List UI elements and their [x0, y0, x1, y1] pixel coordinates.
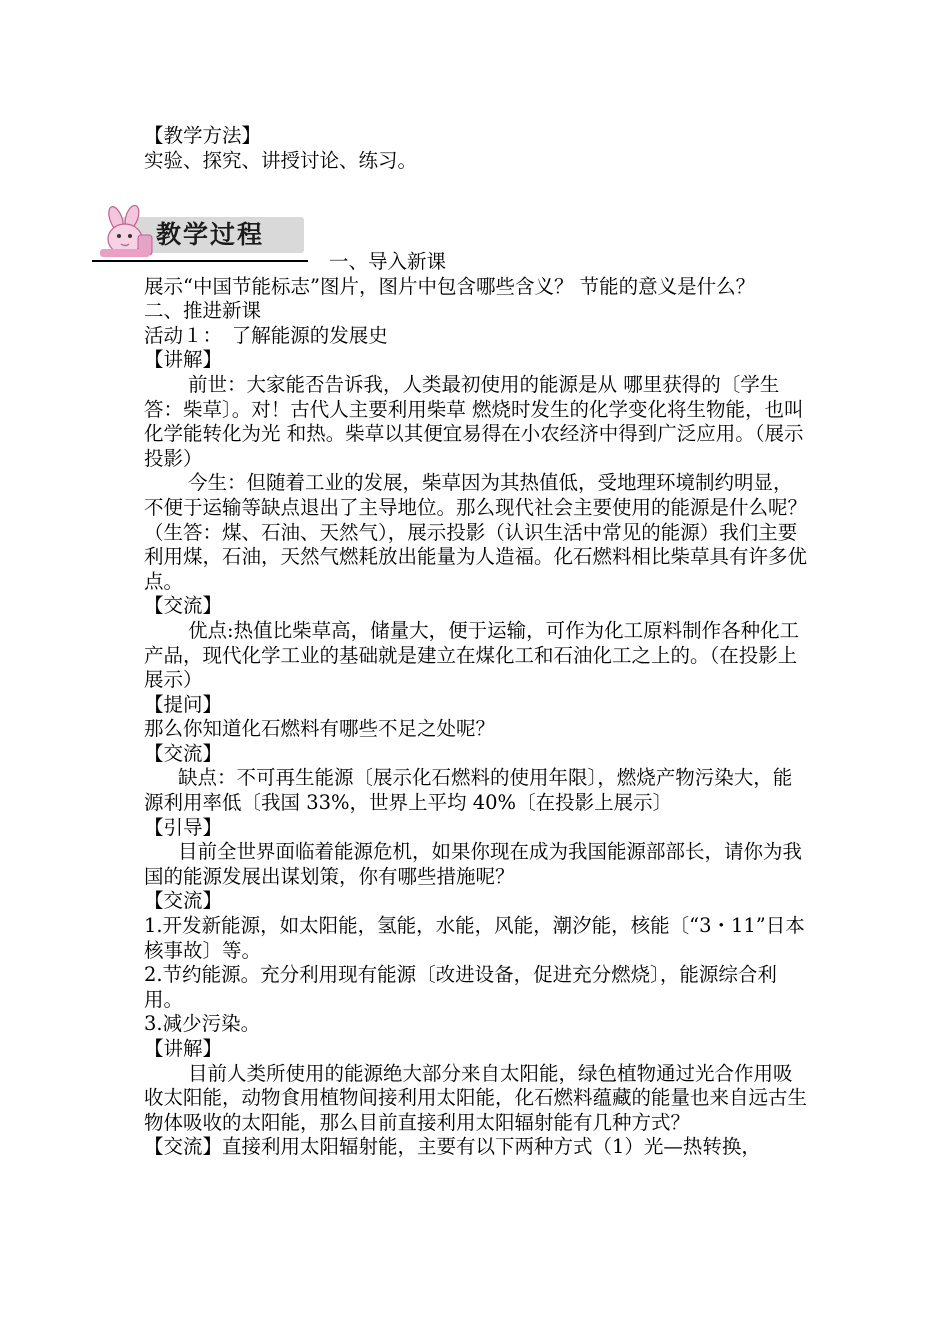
tag-discuss: 【交流】: [144, 741, 223, 765]
measure-item: 2.节约能源。充分利用现有能源〔改进设备，促进充分燃烧〕，能源综合利用。: [144, 963, 777, 1011]
intro-heading: 一、导入新课: [329, 250, 447, 273]
past-paragraph: 前世：大家能否告诉我，人类最初使用的能源是从 哪里获得的〔学生答：柴草〕。对！古代人主要利用柴草 燃烧时发生的化学变化将生物能，也叫化学能转化为光 和热。柴草以其便宜易得在小农经济中得到广泛应用。（展示投影）: [144, 372, 804, 470]
advantages-paragraph: 优点:热值比柴草高，储量大，便于运输，可作为化工原料制作各种化工产品，现代化学工业的基础就是建立在煤化工和石油化工之上的。（在投影上展示）: [144, 618, 800, 692]
tag-question: 【提问】: [144, 692, 223, 716]
question-paragraph: 那么你知道化石燃料有哪些不足之处呢？: [144, 717, 496, 741]
last-paragraph-text: 直接利用太阳辐射能，主要有以下两种方式（1）光—热转换，: [222, 1135, 761, 1159]
tag-discuss: 【交流】: [144, 594, 223, 618]
present-paragraph: 今生：但随着工业的发展，柴草因为其热值低，受地理环境制约明显，不便于运输等缺点退出了主导地位。那么现代社会主要使用的能源是什么呢？（生答：煤、石油、天然气），展示投影（认识生活中常见的能源）我们主要利用煤，石油，天然气燃耗放出能量为人造福。化石燃料相比柴草具有许多优点。: [144, 471, 808, 593]
section-heading: 二、推进新课: [144, 299, 262, 323]
activity-heading: 活动１： 了解能源的发展史: [144, 323, 388, 347]
measure-item: 1.开发新能源，如太阳能，氢能，水能，风能，潮汐能，核能〔“3・11”日本核事故〕等。: [144, 914, 805, 962]
teaching-method-section: [144, 124, 810, 173]
teaching-method-text: 实验、探究、讲授讨论、练习。: [144, 148, 418, 172]
guide-paragraph: 目前全世界面临着能源危机，如果你现在成为我国能源部部长，请你为我国的能源发展出谋划策，你有哪些措施呢？: [144, 840, 803, 888]
solar-paragraph: 目前人类所使用的能源绝大部分来自太阳能，绿色植物通过光合作用吸收太阳能，动物食用植物间接利用太阳能，化石燃料蕴藏的能量也来自远古生物体吸收的太阳能，那么目前直接利用太阳辐射能有几种方式？: [144, 1061, 808, 1134]
tag-explain: 【讲解】: [144, 348, 223, 372]
measure-item: 3.减少污染。: [144, 1012, 261, 1036]
teaching-process-content: [144, 250, 810, 1160]
last-paragraph: [144, 1135, 810, 1160]
tag-guide: 【引导】: [144, 815, 223, 839]
tag-discuss: 【交流】: [144, 889, 223, 913]
banner-title: 教学过程: [156, 220, 265, 249]
tag-discuss: 【交流】: [144, 1135, 223, 1159]
teaching-method-heading: 【教学方法】: [144, 124, 262, 147]
tag-explain: 【讲解】: [144, 1037, 223, 1060]
intro-paragraph: 展示“中国节能标志”图片，图片中包含哪些含义？ 节能的意义是什么？: [144, 274, 756, 298]
disadvantages-paragraph: 缺点：不可再生能源〔展示化石燃料的使用年限〕，燃烧产物污染大，能源利用率低〔我国 33%，世界上平均 40%〔在投影上展示〕: [144, 766, 793, 815]
